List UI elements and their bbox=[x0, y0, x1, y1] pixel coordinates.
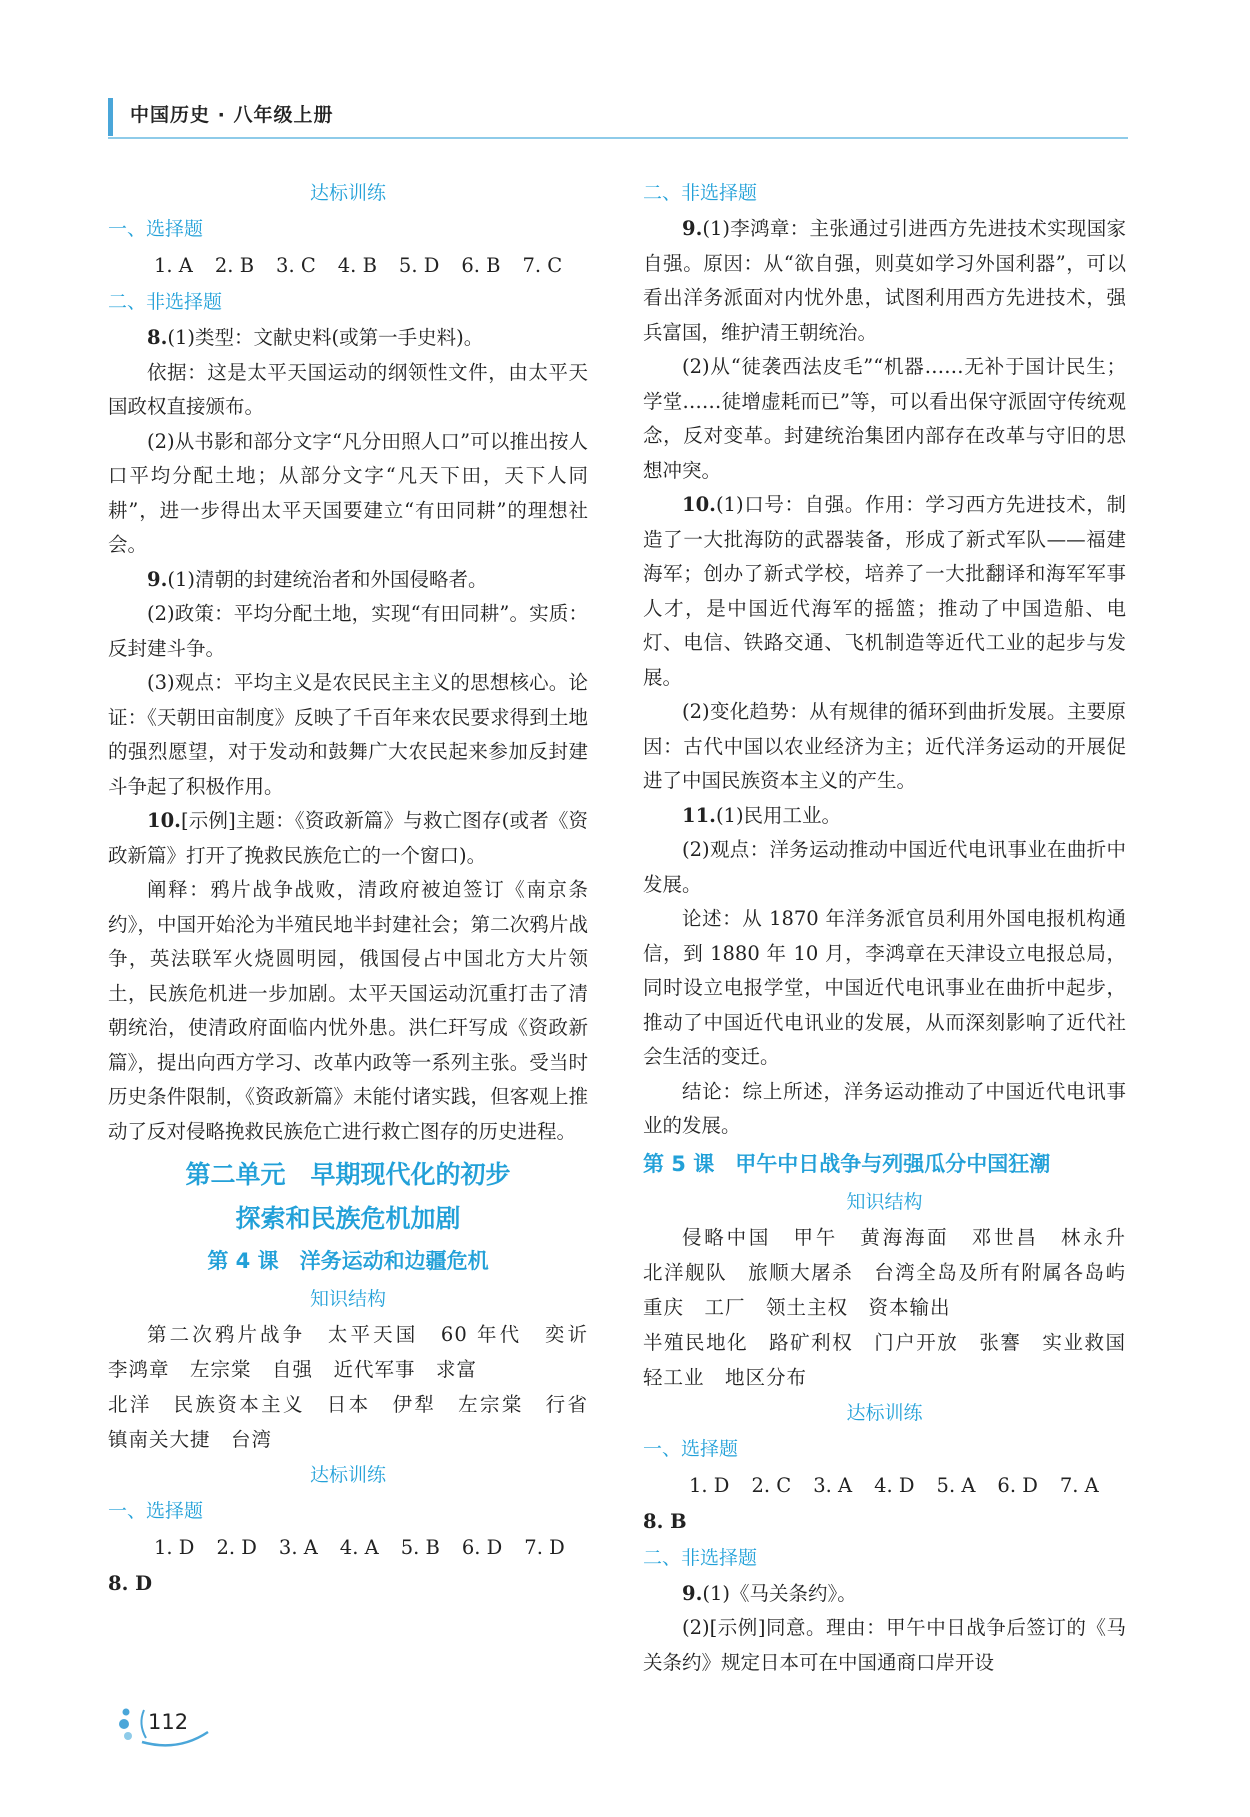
answer-item: 4. A bbox=[339, 1536, 379, 1559]
question-number: 10. bbox=[147, 809, 181, 832]
answer-item: 5. B bbox=[400, 1536, 440, 1559]
answer-paragraph: (2)从“徒袭西法皮毛”“机器……无补于国计民生；学堂……徒增虚耗而已”等，可以看出保守派固守传统观念，反对变革。封建统治集团内部存在改革与守旧的思想冲突。 bbox=[643, 355, 1126, 482]
answer-text: (1)民用工业。 bbox=[715, 803, 842, 827]
answer-paragraph: (2)[示例]同意。理由：甲午中日战争后签订的《马关条约》规定日本可在中国通商口岸开设 bbox=[643, 1616, 1126, 1674]
answer-item: 3. C bbox=[276, 254, 316, 277]
answer-item: 6. D bbox=[461, 1536, 503, 1559]
answer-paragraph: (2)从书影和部分文字“凡分田照人口”可以推出按人口平均分配土地；从部分文字“凡天下田，天下人同耕”，进一步得出太平天国要建立“有田同耕”的理想社会。 bbox=[108, 429, 588, 556]
lesson-5-title: 第 5 课 甲午中日战争与列强瓜分中国狂潮 bbox=[643, 1151, 1051, 1176]
choice-answers bbox=[108, 1530, 588, 1566]
question-number: 9. bbox=[682, 217, 703, 240]
answer-paragraph bbox=[643, 488, 1126, 695]
answer-item: 3. A bbox=[813, 1473, 853, 1497]
answer-paragraph: (2)变化趋势：从有规律的循环到曲折发展。主要原因：古代中国以农业经济为主；近代洋务运动的开展促进了中国民族资本主义的产生。 bbox=[643, 700, 1126, 792]
knowledge-structure-heading: 知识结构 bbox=[846, 1190, 923, 1213]
answer-item: 1. A bbox=[154, 254, 193, 277]
answer-paragraph: 论述：从 1870 年洋务派官员利用外国电报机构通信，到 1880 年 10 月，李鸿章在天津设立电报总局，同时设立电报学堂，中国近代电讯事业在曲折中起步，推动了中国近代电讯业的发展，从而深刻影响了近代社会生活的变迁。 bbox=[643, 907, 1126, 1068]
answer-paragraph bbox=[108, 321, 588, 356]
page-number: 112 bbox=[148, 1710, 189, 1734]
book-title: 中国历史 · 八年级上册 bbox=[130, 104, 334, 126]
nonchoice-section-label: 二、非选择题 bbox=[108, 291, 223, 313]
answer-item: 5. D bbox=[398, 254, 440, 277]
nonchoice-section-label: 二、非选择题 bbox=[643, 1546, 758, 1569]
unit-title-line2: 探索和民族危机加剧 bbox=[235, 1204, 461, 1233]
lesson-4-title: 第 4 课 洋务运动和边疆危机 bbox=[207, 1249, 489, 1273]
answer-item: 2. B bbox=[214, 254, 255, 277]
header-accent-bar bbox=[108, 98, 113, 136]
choice-section-label: 一、选择题 bbox=[643, 1437, 739, 1460]
question-number: 9. bbox=[147, 567, 168, 591]
answer-item: 6. D bbox=[997, 1473, 1038, 1497]
answer-text: (1)类型：文献史料(或第一手史料)。 bbox=[167, 326, 484, 349]
knowledge-keywords: 第二次鸦片战争 太平天国 60 年代 奕䜣 李鸿章 左宗棠 自强 近代军事 求富 bbox=[108, 1323, 609, 1381]
knowledge-keywords: 北洋 民族资本主义 日本 伊犁 左宗棠 行省 镇南关大捷 台湾 bbox=[108, 1393, 609, 1451]
answer-paragraph: (3)观点：平均主义是农民民主主义的思想核心。论证：《天朝田亩制度》反映了千百年来农民要求得到土地的强烈愿望，对于发动和鼓舞广大农民起来参加反封建斗争起了积极作用。 bbox=[108, 671, 588, 798]
drill-heading: 达标训练 bbox=[846, 1401, 923, 1424]
answer-item: 2. C bbox=[751, 1473, 792, 1497]
answer-paragraph: (2)政策：平均分配土地，实现“有田同耕”。实质：反封建斗争。 bbox=[108, 602, 588, 660]
question-number: 9. bbox=[682, 1581, 703, 1605]
choice-answers bbox=[643, 1468, 1126, 1504]
knowledge-structure-heading: 知识结构 bbox=[309, 1288, 386, 1310]
question-number: 11. bbox=[682, 803, 716, 827]
answer-item: 8. B bbox=[643, 1509, 687, 1533]
answer-paragraph bbox=[643, 212, 1126, 350]
answer-item: 7. D bbox=[524, 1536, 565, 1559]
answer-paragraph: 依据：这是太平天国运动的纲领性文件，由太平天国政权直接颁布。 bbox=[108, 360, 588, 418]
choice-section-label: 一、选择题 bbox=[108, 218, 204, 240]
knowledge-keywords: 半殖民地化 路矿利权 门户开放 张謇 实业救国 轻工业 地区分布 bbox=[643, 1330, 1147, 1389]
question-number: 10. bbox=[682, 493, 716, 516]
answer-paragraph bbox=[108, 804, 588, 873]
knowledge-keywords: 侵略中国 甲午 黄海海面 邓世昌 林永升 北洋舰队 旅顺大屠杀 台湾全岛及所有附属各岛屿 重庆 工厂 领土主权 资本输出 bbox=[643, 1225, 1147, 1319]
header-divider bbox=[108, 137, 1128, 139]
drill-heading: 达标训练 bbox=[309, 182, 386, 204]
drill-heading: 达标训练 bbox=[309, 1464, 386, 1486]
choice-answers bbox=[108, 248, 588, 284]
answer-text: (1)口号：自强。作用：学习西方先进技术，制造了一大批海防的武器装备，形成了新式军队——福建海军；创办了新式学校，培养了一大批翻译和海军军事人才，是中国近代海军的摇篮；推动了中国造船、电灯、电信、铁路交通、飞机制造等近代工业的起步与发展。 bbox=[643, 493, 1126, 689]
answer-item: 3. A bbox=[278, 1536, 318, 1559]
answer-text: (1)清朝的封建统治者和外国侵略者。 bbox=[167, 567, 488, 591]
answer-paragraph bbox=[643, 799, 1126, 834]
answer-item: 6. B bbox=[461, 254, 501, 277]
answer-item: 8. D bbox=[108, 1572, 153, 1595]
answer-paragraph bbox=[108, 563, 588, 598]
answer-paragraph: (2)观点：洋务运动推动中国近代电讯事业在曲折中发展。 bbox=[643, 838, 1126, 896]
answer-item: 4. D bbox=[874, 1473, 915, 1497]
answer-item: 1. D bbox=[689, 1473, 730, 1497]
answer-item: 4. B bbox=[337, 254, 377, 277]
answer-text: [示例]主题：《资政新篇》与救亡图存(或者《资政新篇》打开了挽救民族危亡的一个窗口)。 bbox=[108, 809, 588, 867]
left-column bbox=[108, 175, 609, 1602]
answer-item: 7. C bbox=[522, 254, 563, 277]
question-number: 8. bbox=[147, 326, 168, 349]
answer-paragraph: 结论：综上所述，洋务运动推动了中国近代电讯事业的发展。 bbox=[643, 1079, 1126, 1137]
answer-paragraph bbox=[643, 1577, 1126, 1612]
choice-section-label: 一、选择题 bbox=[108, 1500, 204, 1522]
answer-item: 5. A bbox=[936, 1473, 976, 1497]
answer-item: 7. A bbox=[1059, 1473, 1099, 1497]
nonchoice-section-label: 二、非选择题 bbox=[643, 182, 758, 204]
page-number-badge bbox=[118, 1702, 214, 1748]
unit-title-line1: 第二单元 早期现代化的初步 bbox=[185, 1160, 511, 1189]
answer-item: 2. D bbox=[216, 1536, 257, 1559]
answer-text: (1)李鸿章：主张通过引进西方先进技术实现国家自强。原因：从“欲自强，则莫如学习外国利器”，可以看出洋务派面对内忧外患，试图利用西方先进技术，强兵富国，维护清王朝统治。 bbox=[643, 217, 1126, 344]
answer-text: (1)《马关条约》。 bbox=[702, 1581, 857, 1605]
answer-item: 1. D bbox=[154, 1536, 195, 1559]
right-column bbox=[643, 175, 1147, 1680]
answer-paragraph: 阐释：鸦片战争战败，清政府被迫签订《南京条约》，中国开始沦为半殖民地半封建社会；第二次鸦片战争，英法联军火烧圆明园，俄国侵占中国北方大片领土，民族危机进一步加剧。太平天国运动沉重打击了清朝统治，使清政府面临内忧外患。洪仁玕写成《资政新篇》，提出向西方学习、改革内政等一系列主张。受当时历史条件限制，《资政新篇》未能付诸实践，但客观上推动了反对侵略挽救民族危亡进行救亡图存的历史进程。 bbox=[108, 878, 588, 1143]
